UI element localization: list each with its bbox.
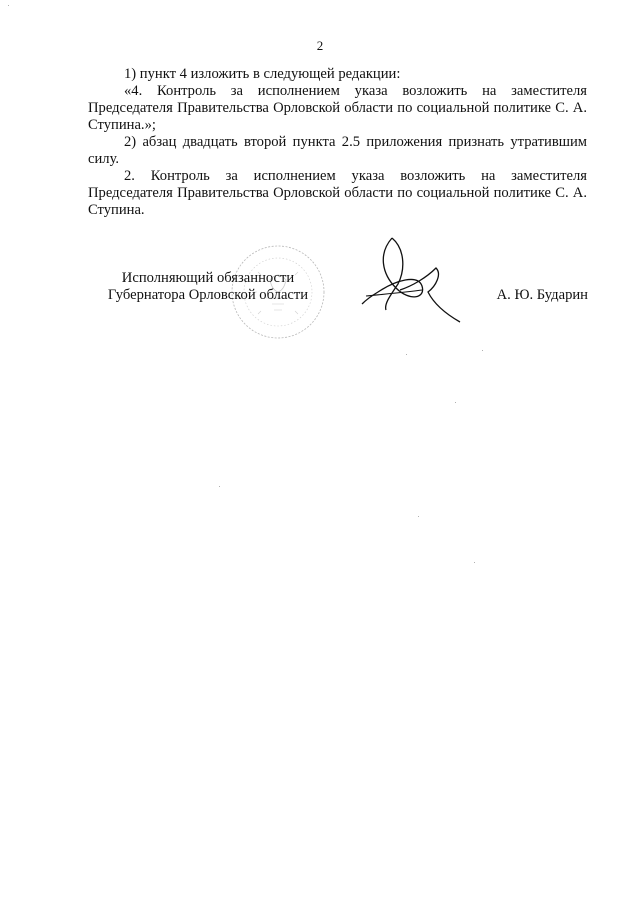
paragraph-item-1-new-text: «4. Контроль за исполнением указа возложить на заместителя Председателя Правительства Орловской области по социальной политике С. А. Ступина.»; — [88, 83, 587, 133]
signer-title-line-1: Исполняющий обязанности — [121, 270, 295, 286]
document-body — [88, 66, 587, 219]
handwritten-signature-icon — [356, 234, 466, 329]
paragraph-item-1: 1) пункт 4 изложить в следующей редакции: — [124, 66, 401, 82]
scan-speck — [418, 516, 419, 517]
scan-speck — [474, 562, 475, 563]
scan-speck — [219, 486, 220, 487]
scan-speck — [406, 354, 407, 355]
scan-speck — [482, 350, 483, 351]
page-number: 2 — [316, 38, 324, 53]
scan-speck — [455, 402, 456, 403]
signature-block — [0, 232, 640, 342]
paragraph-item-2: 2) абзац двадцать второй пункта 2.5 приложения признать утратившим силу. — [88, 134, 587, 167]
scan-speck — [8, 5, 9, 6]
signer-title-line-2: Губернатора Орловской области — [107, 287, 309, 303]
signer-title — [88, 270, 328, 304]
signer-name: А. Ю. Бударин — [496, 287, 588, 303]
paragraph-control: 2. Контроль за исполнением указа возложить на заместителя Председателя Правительства Орловской области по социальной политике С. А. Ступина. — [88, 168, 587, 218]
